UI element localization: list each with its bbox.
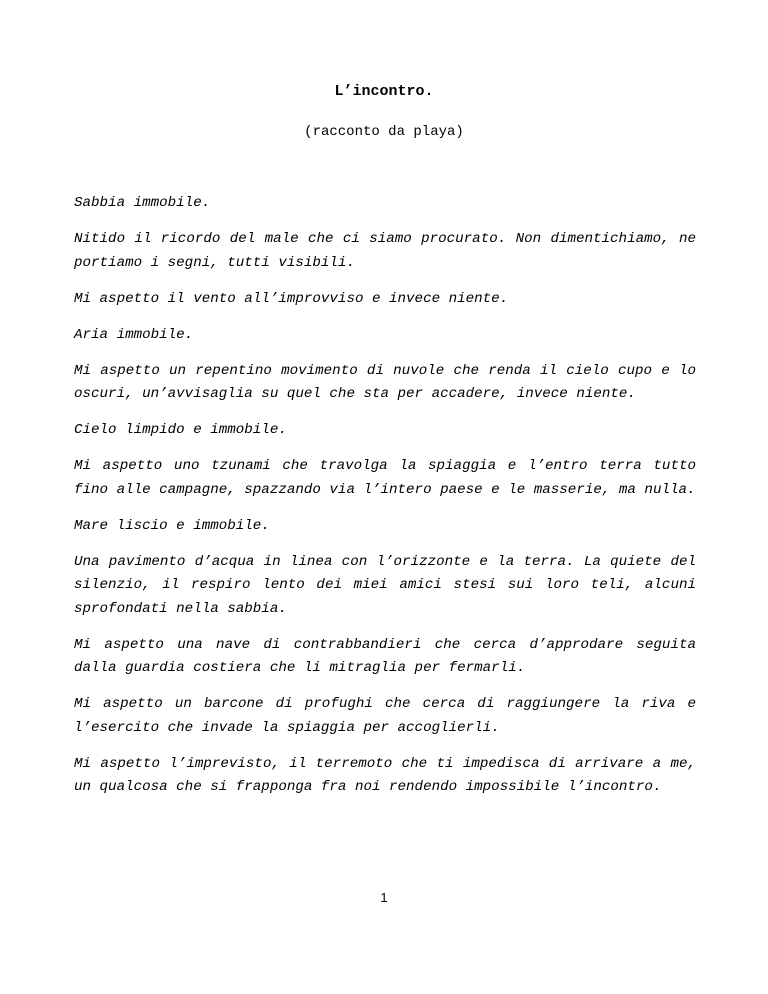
paragraph: Cielo limpido e immobile. [74, 422, 287, 438]
paragraph: Mi aspetto l’imprevisto, il terremoto che ti impedisca di arrivare a me, un qualcosa che si frapponga fra noi rendendo impossibile l’incontro. [74, 755, 696, 795]
paragraph: Aria immobile. [74, 326, 194, 343]
paragraph: Una pavimento d’acqua in linea con l’orizzonte e la terra. La quiete del silenzio, il respiro lento dei miei amici stesi sui loro teli, alcuni sprofondati nella sabbia. [74, 553, 696, 617]
paragraph: Mi aspetto un barcone di profughi che cerca di raggiungere la riva e l’esercito che invade la spiaggia per accoglierli. [74, 696, 696, 736]
document-body [74, 192, 696, 812]
document-title: L’incontro. [334, 83, 434, 100]
paragraph: Sabbia immobile. [74, 195, 211, 211]
paragraph: Mi aspetto una nave di contrabbandieri che cerca d’approdare seguita dalla guardia costiera che li mitraglia per fermarli. [74, 636, 696, 676]
paragraph: Mi aspetto uno tzunami che travolga la spiaggia e l’entro terra tutto fino alle campagne, spazzando via l’intero paese e le masserie, ma nulla. [74, 458, 696, 498]
page-number: 1 [380, 890, 388, 905]
paragraph: Mare liscio e immobile. [74, 517, 270, 534]
paragraph: Nitido il ricordo del male che ci siamo procurato. Non dimentichiamo, ne portiamo i segni, tutti visibili. [74, 231, 696, 271]
paragraph: Mi aspetto un repentino movimento di nuvole che renda il cielo cupo e lo oscuri, un’avvisaglia su quel che sta per accadere, invece niente. [74, 362, 696, 402]
document-subtitle: (racconto da playa) [304, 124, 464, 140]
paragraph: Mi aspetto il vento all’improvviso e invece niente. [74, 290, 509, 307]
